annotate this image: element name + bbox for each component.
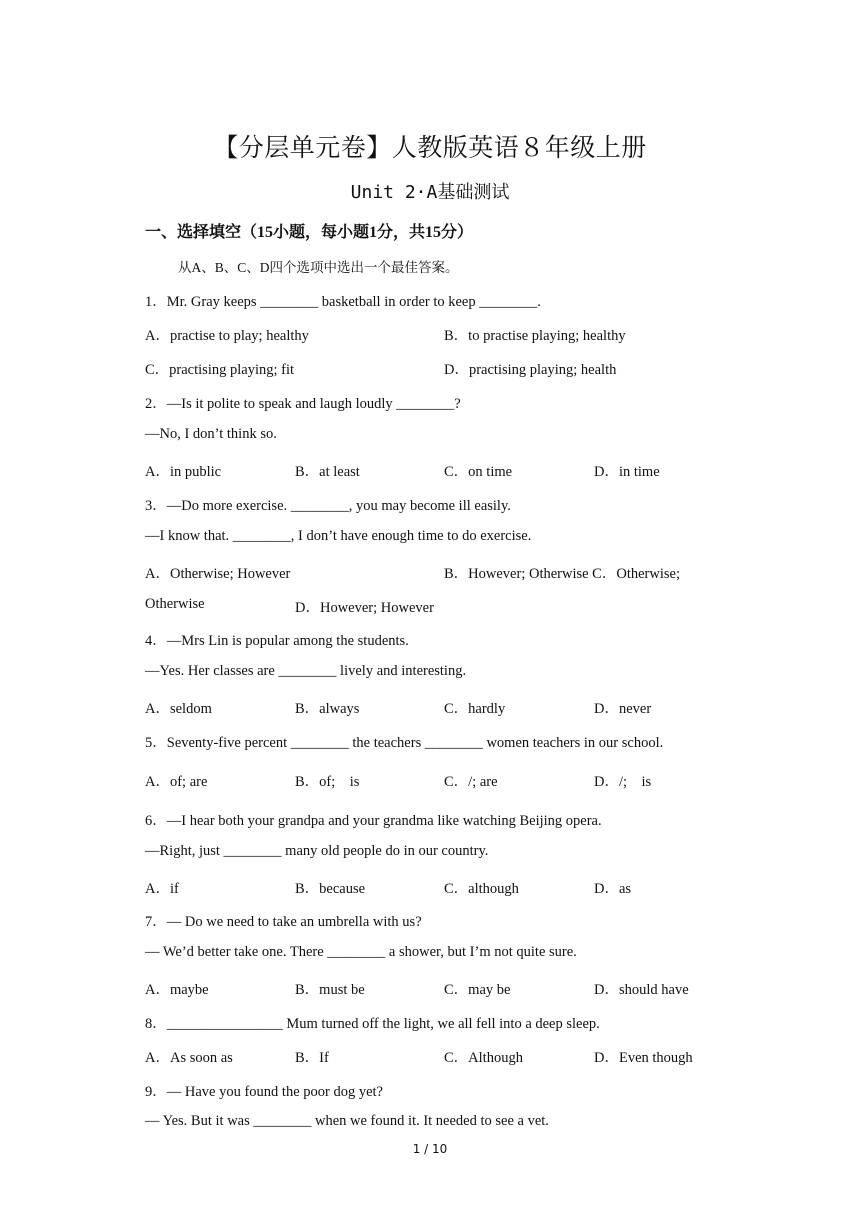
question-9-reply: — Yes. But it was ________ when we found it. It needed to see a vet. [145, 1113, 549, 1129]
question-8-option-c: C．Although [444, 1050, 523, 1066]
question-3-option-b-c: B．However; Otherwise C．Otherwise; [444, 566, 680, 582]
question-2-option-a: A．in public [145, 464, 222, 480]
instruction-text: 从A、B、C、D四个选项中选出一个最佳答案。 [178, 260, 459, 275]
question-1-option-a: A．practise to play; healthy [145, 328, 309, 344]
question-8-text: Mum turned off the light, we all fell into a deep sleep. [282, 1016, 600, 1032]
question-3-option-a: A．Otherwise; However [145, 566, 291, 582]
question-5-option-b: B．of; is [295, 774, 360, 790]
question-6-option-c: C．although [444, 881, 519, 897]
question-2-option-c: C．on time [444, 464, 513, 480]
question-6-option-d: D．as [594, 881, 632, 897]
question-3-option-d: D．However; However [295, 600, 434, 616]
question-5-option-a: A．of; are [145, 774, 208, 790]
question-1-stem: 1．Mr. Gray keeps ________ basketball in order to keep ________. [145, 294, 541, 310]
question-4-stem: 4．—Mrs Lin is popular among the students. [145, 633, 409, 649]
section-heading: 一、选择填空（15小题，每小题1分，共15分） [145, 224, 474, 241]
question-4-option-b: B．always [295, 701, 360, 717]
question-3-stem: 3．—Do more exercise. ________, you may become ill easily. [145, 498, 511, 514]
document-title: 【分层单元卷】人教版英语８年级上册 [213, 133, 647, 162]
question-5-option-d: D．/; is [594, 774, 652, 790]
question-9-stem: 9．— Have you found the poor dog yet? [145, 1084, 383, 1100]
question-6-option-b: B．because [295, 881, 366, 897]
question-8-option-a: A．As soon as [145, 1050, 233, 1066]
question-4-reply: —Yes. Her classes are ________ lively and interesting. [145, 663, 467, 679]
question-2-option-b: B．at least [295, 464, 360, 480]
document-subtitle: Unit 2·A基础测试 [350, 182, 510, 203]
question-4-option-a: A．seldom [145, 701, 212, 717]
question-8-option-b: B．If [295, 1050, 329, 1066]
question-1-option-d: D．practising playing; health [444, 362, 617, 378]
question-7-option-c: C．may be [444, 982, 511, 998]
question-7-option-a: A．maybe [145, 982, 209, 998]
question-8-stem [145, 1012, 600, 1033]
question-1-option-b: B．to practise playing; healthy [444, 328, 626, 344]
question-4-option-c: C．hardly [444, 701, 506, 717]
question-4-option-d: D．never [594, 701, 652, 717]
question-3-reply: —I know that. ________, I don’t have enough time to do exercise. [145, 528, 532, 544]
page-number: 1 / 10 [412, 1142, 448, 1156]
question-7-reply: — We’d better take one. There ________ a shower, but I’m not quite sure. [145, 944, 577, 960]
question-8-blank: ________________ [166, 1016, 283, 1032]
question-3-option-c-continued: Otherwise [145, 596, 205, 612]
question-2-reply: —No, I don’t think so. [145, 426, 277, 442]
question-7-option-b: B．must be [295, 982, 365, 998]
question-5-stem: 5．Seventy-five percent ________ the teachers ________ women teachers in our school. [145, 735, 664, 751]
question-8-number: 8． [145, 1016, 167, 1032]
question-8-option-d: D．Even though [594, 1050, 693, 1066]
question-7-stem: 7．— Do we need to take an umbrella with us? [145, 914, 422, 930]
question-5-option-c: C．/; are [444, 774, 498, 790]
question-6-stem: 6．—I hear both your grandpa and your grandma like watching Beijing opera. [145, 813, 602, 829]
question-2-stem: 2．—Is it polite to speak and laugh loudly ________? [145, 396, 461, 412]
question-2-option-d: D．in time [594, 464, 660, 480]
question-6-option-a: A．if [145, 881, 179, 897]
question-6-reply: —Right, just ________ many old people do in our country. [145, 843, 489, 859]
question-7-option-d: D．should have [594, 982, 689, 998]
question-1-option-c: C．practising playing; fit [145, 362, 295, 378]
